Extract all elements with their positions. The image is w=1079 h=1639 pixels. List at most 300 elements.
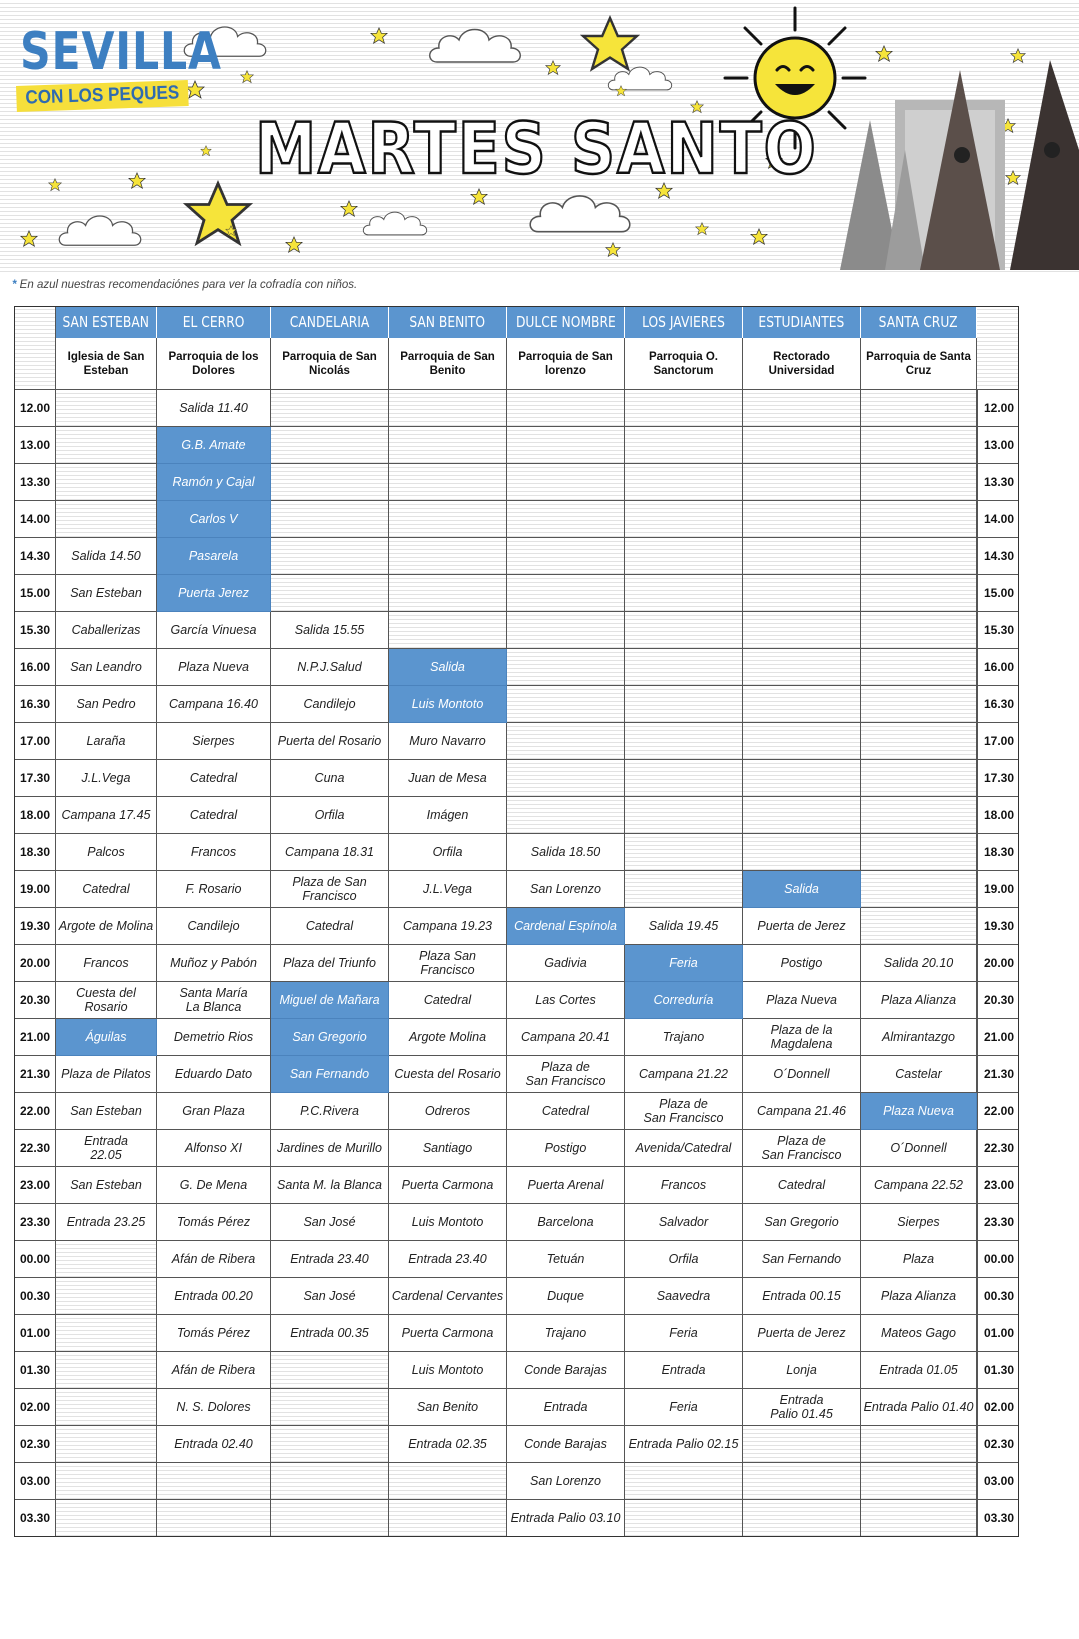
corner-cell [14,306,56,390]
route-cell: O´Donnell [861,1130,977,1167]
route-cell: Puerta del Rosario [271,723,389,760]
empty-cell [389,538,507,575]
recommended-cell: Feria [625,945,743,982]
empty-cell [507,390,625,427]
time-label-right: 13.30 [977,464,1019,501]
time-label: 19.00 [14,871,56,908]
route-cell: Conde Barajas [507,1426,625,1463]
time-label-right: 23.30 [977,1204,1019,1241]
time-label-right: 00.30 [977,1278,1019,1315]
empty-cell [507,797,625,834]
time-label-right: 18.00 [977,797,1019,834]
route-cell: García Vinuesa [157,612,271,649]
route-cell: Orfila [625,1241,743,1278]
empty-cell [56,1389,157,1426]
route-cell: Catedral [157,797,271,834]
route-cell: Campana 19.23 [389,908,507,945]
brotherhood-header [507,306,625,338]
route-cell: Entrada 02.35 [389,1426,507,1463]
empty-cell [743,538,861,575]
route-cell: San Pedro [56,686,157,723]
empty-cell [743,427,861,464]
empty-cell [56,501,157,538]
empty-cell [507,686,625,723]
route-cell: Campana 21.22 [625,1056,743,1093]
time-label-right: 16.00 [977,649,1019,686]
empty-cell [271,1500,389,1537]
route-cell: Cuna [271,760,389,797]
time-label: 03.30 [14,1500,56,1537]
route-cell: Odreros [389,1093,507,1130]
route-cell: Feria [625,1389,743,1426]
time-label-right: 20.30 [977,982,1019,1019]
route-cell: Gran Plaza [157,1093,271,1130]
time-label-right: 03.00 [977,1463,1019,1500]
time-label: 21.00 [14,1019,56,1056]
route-cell: Catedral [743,1167,861,1204]
empty-cell [507,723,625,760]
empty-cell [625,538,743,575]
recommended-cell: Ramón y Cajal [157,464,271,501]
route-cell: Entrada Palio 03.10 [507,1500,625,1537]
recommended-cell: Carlos V [157,501,271,538]
time-label-right: 15.30 [977,612,1019,649]
time-label: 17.00 [14,723,56,760]
parish-name: Parroquia de los Dolores [157,338,271,390]
route-cell: Campana 18.31 [271,834,389,871]
empty-cell [389,501,507,538]
route-cell: Entrada [507,1389,625,1426]
empty-cell [743,575,861,612]
empty-cell [271,501,389,538]
empty-cell [861,464,977,501]
time-label: 23.30 [14,1204,56,1241]
empty-cell [56,1500,157,1537]
time-label-right: 01.00 [977,1315,1019,1352]
route-cell: Plaza de Pilatos [56,1056,157,1093]
parish-name: Parroquia de San lorenzo [507,338,625,390]
empty-cell [271,427,389,464]
empty-cell [389,1500,507,1537]
route-cell: Orfila [271,797,389,834]
time-label-right: 12.00 [977,390,1019,427]
route-cell: Muro Navarro [389,723,507,760]
route-cell: Plaza de la Magdalena [743,1019,861,1056]
empty-cell [743,649,861,686]
route-cell: Campana 20.41 [507,1019,625,1056]
empty-cell [625,649,743,686]
route-cell: Tomás Pérez [157,1204,271,1241]
empty-cell [861,1463,977,1500]
empty-cell [861,723,977,760]
route-cell: Candilejo [271,686,389,723]
empty-cell [271,390,389,427]
route-cell: J.L.Vega [56,760,157,797]
empty-cell [271,575,389,612]
time-label-right: 14.30 [977,538,1019,575]
recommended-cell: Salida [743,871,861,908]
parish-name: Parroquia de San Nicolás [271,338,389,390]
route-cell: San Leandro [56,649,157,686]
time-label: 22.30 [14,1130,56,1167]
route-cell: Salida 11.40 [157,390,271,427]
brotherhood-header [56,306,157,338]
route-cell: Demetrio Rios [157,1019,271,1056]
empty-cell [743,723,861,760]
route-cell: P.C.Rivera [271,1093,389,1130]
route-cell: Plaza del Triunfo [271,945,389,982]
route-cell: Cuesta del Rosario [56,982,157,1019]
route-cell: Francos [625,1167,743,1204]
route-cell: Puerta de Jerez [743,1315,861,1352]
route-cell: F. Rosario [157,871,271,908]
empty-cell [56,1315,157,1352]
route-cell: Tetuán [507,1241,625,1278]
time-label-right: 20.00 [977,945,1019,982]
brotherhood-name: SAN BENITO [409,313,486,331]
empty-cell [861,390,977,427]
empty-cell [56,464,157,501]
route-cell: Avenida/Catedral [625,1130,743,1167]
route-cell: Entrada 23.25 [56,1204,157,1241]
empty-cell [861,760,977,797]
route-cell: Entrada [625,1352,743,1389]
route-cell: Postigo [743,945,861,982]
empty-cell [743,834,861,871]
route-cell: Imágen [389,797,507,834]
route-cell: Salida 20.10 [861,945,977,982]
brotherhood-name: ESTUDIANTES [758,313,845,331]
recommended-cell: Plaza Nueva [861,1093,977,1130]
brotherhood-name: SANTA CRUZ [879,313,958,331]
time-label: 18.00 [14,797,56,834]
route-cell: Plaza de San Francisco [743,1130,861,1167]
empty-cell [56,1278,157,1315]
route-cell: Entrada 22.05 [56,1130,157,1167]
route-cell: Castelar [861,1056,977,1093]
empty-cell [625,427,743,464]
time-label-right: 23.00 [977,1167,1019,1204]
brotherhood-header [389,306,507,338]
empty-cell [507,760,625,797]
brotherhood-name: DULCE NOMBRE [515,313,616,331]
recommended-cell: Águilas [56,1019,157,1056]
route-cell: Plaza Nueva [743,982,861,1019]
route-cell: Salvador [625,1204,743,1241]
empty-cell [271,1389,389,1426]
route-cell: Entrada Palio 01.40 [861,1389,977,1426]
parish-name: Rectorado Universidad [743,338,861,390]
empty-cell [625,575,743,612]
empty-cell [743,501,861,538]
route-cell: N.P.J.Salud [271,649,389,686]
route-cell: San Lorenzo [507,1463,625,1500]
empty-cell [389,1463,507,1500]
empty-cell [743,1426,861,1463]
route-cell: Almirantazgo [861,1019,977,1056]
route-cell: Luis Montoto [389,1352,507,1389]
legend-note [12,279,357,291]
route-cell: San Benito [389,1389,507,1426]
time-label: 22.00 [14,1093,56,1130]
empty-cell [56,427,157,464]
time-label: 16.00 [14,649,56,686]
route-cell: Salida 18.50 [507,834,625,871]
route-cell: San Esteban [56,1093,157,1130]
empty-cell [861,1426,977,1463]
empty-cell [389,390,507,427]
time-label: 01.00 [14,1315,56,1352]
brotherhood-name: EL CERRO [182,313,245,331]
route-cell: Santa M. la Blanca [271,1167,389,1204]
route-cell: Salida 19.45 [625,908,743,945]
empty-cell [743,686,861,723]
time-label-right: 21.30 [977,1056,1019,1093]
route-cell: Mateos Gago [861,1315,977,1352]
route-cell: Afán de Ribera [157,1352,271,1389]
time-label: 20.30 [14,982,56,1019]
empty-cell [56,390,157,427]
time-label: 19.30 [14,908,56,945]
recommended-cell: Correduría [625,982,743,1019]
route-cell: Juan de Mesa [389,760,507,797]
brotherhood-header [157,306,271,338]
parish-name: Parroquia de Santa Cruz [861,338,977,390]
route-cell: Salida 15.55 [271,612,389,649]
brand-subtitle: CON LOS PEQUES [16,80,189,112]
route-cell: Plaza Alianza [861,982,977,1019]
route-cell: Plaza Alianza [861,1278,977,1315]
route-cell: San Gregorio [743,1204,861,1241]
note-text: En azul nuestras recomendaciónes para ver la cofradía con niños. [16,279,358,291]
empty-cell [625,686,743,723]
route-cell: Santiago [389,1130,507,1167]
empty-cell [625,1463,743,1500]
time-label: 18.30 [14,834,56,871]
empty-cell [625,760,743,797]
empty-cell [743,797,861,834]
route-cell: Plaza de San Francisco [507,1056,625,1093]
time-label: 15.30 [14,612,56,649]
header-banner [0,0,1079,275]
time-label-right: 16.30 [977,686,1019,723]
empty-cell [56,1463,157,1500]
recommended-cell: G.B. Amate [157,427,271,464]
route-cell: Laraña [56,723,157,760]
empty-cell [271,464,389,501]
recommended-cell: Puerta Jerez [157,575,271,612]
time-label: 02.30 [14,1426,56,1463]
recommended-cell: Salida [389,649,507,686]
brotherhood-name: SAN ESTEBAN [62,313,150,331]
route-cell: Sierpes [157,723,271,760]
route-cell: Catedral [157,760,271,797]
empty-cell [743,390,861,427]
empty-cell [625,464,743,501]
recommended-cell: Luis Montoto [389,686,507,723]
route-cell: Puerta de Jerez [743,908,861,945]
route-cell: Conde Barajas [507,1352,625,1389]
empty-cell [157,1463,271,1500]
empty-cell [625,834,743,871]
time-label-right: 17.30 [977,760,1019,797]
time-label: 15.00 [14,575,56,612]
time-label-right: 03.30 [977,1500,1019,1537]
route-cell: Saavedra [625,1278,743,1315]
route-cell: Trajano [625,1019,743,1056]
time-label: 03.00 [14,1463,56,1500]
recommended-cell: San Gregorio [271,1019,389,1056]
time-label-right: 13.00 [977,427,1019,464]
route-cell: Plaza San Francisco [389,945,507,982]
time-label-right: 21.00 [977,1019,1019,1056]
brand-title: SEVILLA [20,22,222,82]
route-cell: San Fernando [743,1241,861,1278]
route-cell: N. S. Dolores [157,1389,271,1426]
time-label-right: 22.30 [977,1130,1019,1167]
time-label: 01.30 [14,1352,56,1389]
route-cell: Barcelona [507,1204,625,1241]
empty-cell [625,797,743,834]
route-cell: Catedral [271,908,389,945]
empty-cell [389,464,507,501]
route-cell: Postigo [507,1130,625,1167]
time-label-right: 02.30 [977,1426,1019,1463]
time-label-right: 00.00 [977,1241,1019,1278]
empty-cell [743,612,861,649]
route-cell: San Esteban [56,1167,157,1204]
empty-cell [507,612,625,649]
empty-cell [625,612,743,649]
route-cell: Puerta Carmona [389,1315,507,1352]
route-cell: Entrada Palio 02.15 [625,1426,743,1463]
route-cell: Tomás Pérez [157,1315,271,1352]
route-cell: Plaza Nueva [157,649,271,686]
route-cell: Plaza [861,1241,977,1278]
route-cell: O´Donnell [743,1056,861,1093]
route-cell: Entrada 00.20 [157,1278,271,1315]
route-cell: Luis Montoto [389,1204,507,1241]
empty-cell [271,1426,389,1463]
time-label-right: 02.00 [977,1389,1019,1426]
empty-cell [861,575,977,612]
route-cell: Cuesta del Rosario [389,1056,507,1093]
route-cell: Jardines de Murillo [271,1130,389,1167]
empty-cell [861,834,977,871]
empty-cell [861,427,977,464]
parish-name: Parroquia O. Sanctorum [625,338,743,390]
route-cell: Duque [507,1278,625,1315]
time-label-right: 19.30 [977,908,1019,945]
route-cell: San José [271,1204,389,1241]
route-cell: San Esteban [56,575,157,612]
route-cell: Salida 14.50 [56,538,157,575]
route-cell: Plaza de San Francisco [271,871,389,908]
time-label-right: 22.00 [977,1093,1019,1130]
time-label: 17.30 [14,760,56,797]
recommended-cell: Pasarela [157,538,271,575]
empty-cell [743,1463,861,1500]
empty-cell [625,871,743,908]
empty-cell [389,427,507,464]
empty-cell [743,760,861,797]
route-cell: Entrada 02.40 [157,1426,271,1463]
route-cell: Entrada 00.15 [743,1278,861,1315]
empty-cell [507,538,625,575]
route-cell: San José [271,1278,389,1315]
route-cell: Plaza de San Francisco [625,1093,743,1130]
route-cell: Alfonso XI [157,1130,271,1167]
brotherhood-header [743,306,861,338]
route-cell: Palcos [56,834,157,871]
route-cell: Campana 17.45 [56,797,157,834]
route-cell: Puerta Carmona [389,1167,507,1204]
route-cell: Entrada 23.40 [389,1241,507,1278]
corner-cell-right [977,306,1019,390]
route-cell: Cardenal Cervantes [389,1278,507,1315]
recommended-cell: Miguel de Mañara [271,982,389,1019]
route-cell: Orfila [389,834,507,871]
route-cell: Trajano [507,1315,625,1352]
brotherhood-header [271,306,389,338]
time-label: 16.30 [14,686,56,723]
empty-cell [507,464,625,501]
time-label: 14.30 [14,538,56,575]
route-cell: Argote de Molina [56,908,157,945]
empty-cell [507,575,625,612]
brotherhood-header [861,306,977,338]
route-cell: Argote Molina [389,1019,507,1056]
empty-cell [271,538,389,575]
recommended-cell: Cardenal Espínola [507,908,625,945]
route-cell: Campana 21.46 [743,1093,861,1130]
route-cell: Entrada 23.40 [271,1241,389,1278]
time-label: 21.30 [14,1056,56,1093]
time-label-right: 14.00 [977,501,1019,538]
route-cell: G. De Mena [157,1167,271,1204]
empty-cell [861,686,977,723]
route-cell: Campana 22.52 [861,1167,977,1204]
empty-cell [507,501,625,538]
route-cell: Entrada 01.05 [861,1352,977,1389]
route-cell: Francos [56,945,157,982]
route-cell: Muñoz y Pabón [157,945,271,982]
empty-cell [389,612,507,649]
time-label: 13.30 [14,464,56,501]
time-label-right: 18.30 [977,834,1019,871]
route-cell: Entrada Palio 01.45 [743,1389,861,1426]
route-cell: Sierpes [861,1204,977,1241]
time-label: 00.30 [14,1278,56,1315]
empty-cell [861,1500,977,1537]
empty-cell [625,501,743,538]
empty-cell [507,649,625,686]
empty-cell [861,612,977,649]
day-title: MARTES SANTO [255,108,818,190]
empty-cell [271,1352,389,1389]
route-cell: Lonja [743,1352,861,1389]
time-label: 02.00 [14,1389,56,1426]
empty-cell [861,649,977,686]
recommended-cell: San Fernando [271,1056,389,1093]
empty-cell [56,1241,157,1278]
route-cell: Catedral [56,871,157,908]
empty-cell [861,797,977,834]
empty-cell [625,723,743,760]
time-label-right: 15.00 [977,575,1019,612]
parish-name: Iglesia de San Esteban [56,338,157,390]
route-cell: Entrada 00.35 [271,1315,389,1352]
